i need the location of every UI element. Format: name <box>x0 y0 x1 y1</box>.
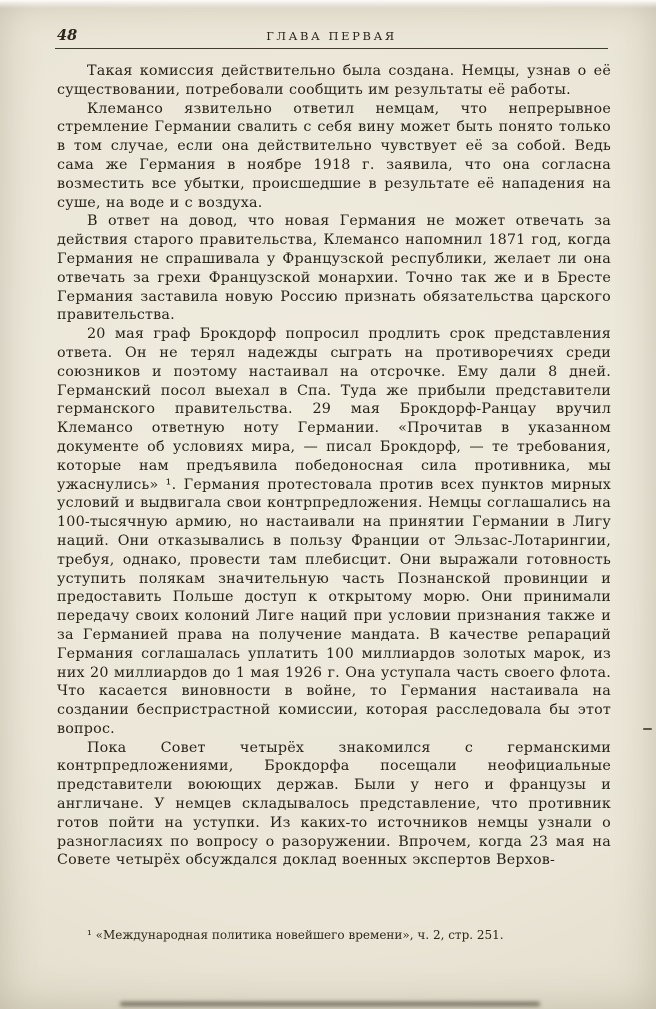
footnote: ¹ «Международная политика новейшего времени», ч. 2, стр. 251. <box>87 928 504 942</box>
paragraph: Клемансо язвительно ответил немцам, что непрерывное стремление Германии свалить с себя вину может быть понято только в том случае, если она действительно чувствует её за собой. Ведь сама же Германия в ноябре 1918 г. заявила, что она согласна возместить все убытки, происшедшие в результате её нападения на суше, на воде и с воздуха. <box>57 100 611 211</box>
scan-top-edge <box>0 0 656 8</box>
scan-bottom-shadow <box>120 1002 540 1006</box>
page-number: 48 <box>57 27 78 44</box>
scan-margin-mark <box>643 728 652 730</box>
paragraph: В ответ на довод, что новая Германия не может отвечать за действия старого правительства, Клемансо напомнил 1871 год, когда Германия не спрашивала у Французской республики, желает ли она отвечать за грехи Французской монархии. Точно так же и в Бресте Германия заставила новую Россию признать обязательства царского правительства. <box>57 213 611 324</box>
chapter-header: ГЛАВА ПЕРВАЯ <box>266 29 397 43</box>
paragraph: Пока Совет четырёх знакомился с германскими контрпредложениями, Брокдорфа посещали неофициальные представители воюющих держав. Были у него и французы и англичане. У немцев складывалось представление, что противник готов пойти на уступки. Из каких-то источников немцы узнали о разногласиях по вопросу о разоружении. Впрочем, когда 23 мая на Совете четырёх обсуждался доклад военных экспертов Верхов- <box>57 739 611 869</box>
paragraph: Такая комиссия действительно была создана. Немцы, узнав о её существовании, потребовали сообщить им результаты её работы. <box>57 63 611 98</box>
running-header <box>57 27 606 47</box>
body-text <box>57 62 611 870</box>
footnote-area <box>57 928 611 943</box>
paragraph: 20 мая граф Брокдорф попросил продлить срок представления ответа. Он не терял надежды сыграть на противоречиях среди союзников и поэтому настаивал на отсрочке. Ему дали 8 дней. Германский посол выехал в Спа. Туда же прибыли представители германского правительства. 29 мая Брокдорф-Ранцау вручил Клемансо ответную ноту Германии. «Прочитав в указанном документе об условиях мира, — писал Брокдорф, — те требования, которые нам предъявила победоносная сила противника, мы ужаснулись» ¹. Германия протестовала против всех пунктов мирных условий и выдвигала свои контрпредложения. Немцы соглашались на 100-тысячную армию, но настаивали на принятии Германии в Лигу наций. Они отказывались в пользу Франции от Эльзас-Лотарингии, требуя, однако, провести там плебисцит. Они выражали готовность уступить полякам значительную часть Познанской провинции и предоставить Польше доступ к открытому морю. Они принимали передачу своих колоний Лиге наций при условии признания также и за Германией права на получение мандата. В качестве репараций Германия соглашалась уплатить 100 миллиардов золотых марок, из них 20 миллиардов до 1 мая 1926 г. Она уступала часть своего флота. Что касается виновности в войне, то Германия настаивала на создании беспристрастной комиссии, которая расследовала бы этот вопрос. <box>57 326 611 737</box>
header-rule <box>55 48 608 49</box>
